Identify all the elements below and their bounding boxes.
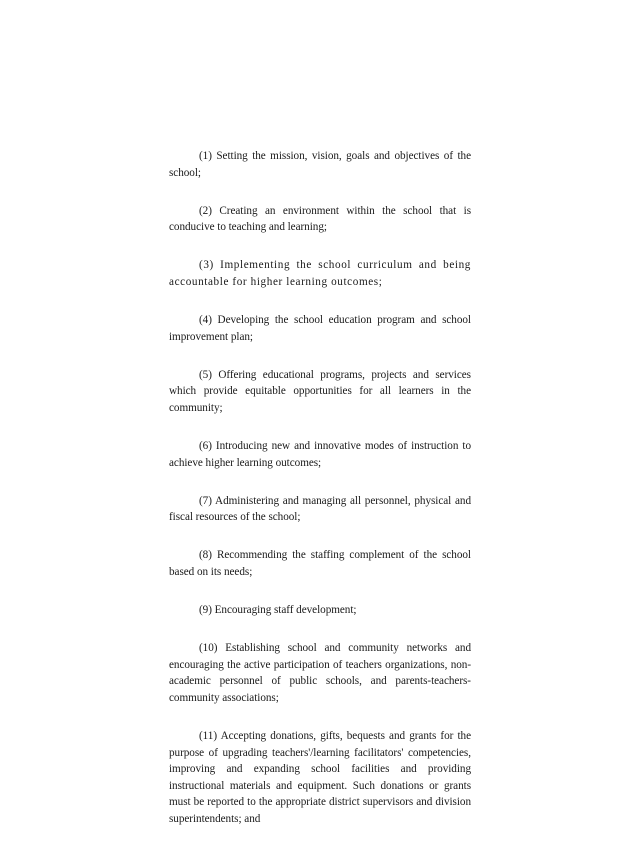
list-item-3: (3) Implementing the school curriculum and being accountable for higher learning outcomes; [169,259,471,288]
list-item-5: (5) Offering educational programs, projects and services which provide equitable opportunities for all learners in the community; [169,368,471,414]
list-item-9: (9) Encouraging staff development; [199,604,357,617]
list-item-4: (4) Developing the school education program and school improvement plan; [169,314,471,343]
list-item-8: (8) Recommending the staffing complement of the school based on its needs; [169,549,471,578]
list-item-1: (1) Setting the mission, vision, goals and objectives of the school; [169,150,471,179]
list-item-2: (2) Creating an environment within the school that is conducive to teaching and learning; [169,204,471,234]
list-item-7: (7) Administering and managing all personnel, physical and fiscal resources of the school; [169,494,471,524]
list-item-11: (11) Accepting donations, gifts, bequests and grants for the purpose of upgrading teachers'/learning facilitators' competencies, improving and expanding school facilities and providing instructional materials and equipment. Such donations or grants must be reported to the appropriate district supervisors and division superintendents; and [169,730,471,826]
document-body [169,148,471,849]
list-item-10: (10) Establishing school and community networks and encouraging the active participation of teachers organizations, non-academic personnel of public schools, and parents-teachers-community associations; [169,642,471,704]
list-item-6: (6) Introducing new and innovative modes of instruction to achieve higher learning outcomes; [169,440,471,469]
